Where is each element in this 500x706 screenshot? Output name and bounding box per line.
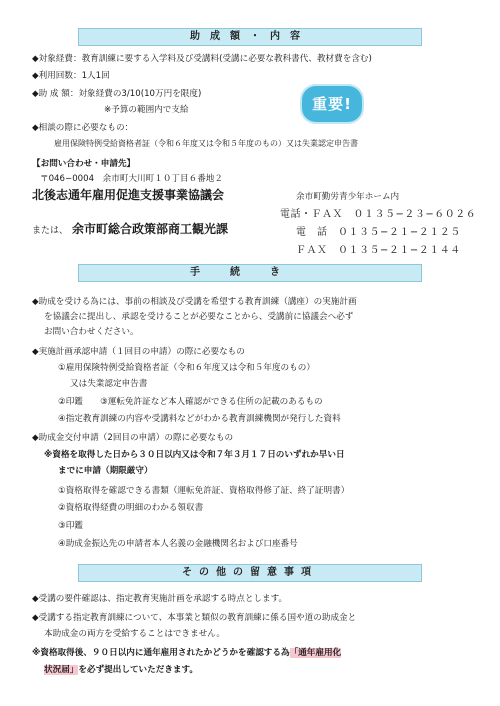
note-requirement: ◆受講の要件確認は、指定教育実施計画を承認する時点とします。 [32, 594, 288, 604]
or-label: または、 [32, 226, 69, 236]
important-badge [302, 86, 362, 122]
target-expenses: ◆対象経費：教育訓練に要する入学料及び受講料(受講に必要な教科書代、教材費を含む) [32, 54, 372, 64]
note-no-double-2: 本助成金の両方を受給することはできません。 [44, 629, 225, 639]
grant-doc-4: ④助成金振込先の申請者本人名義の金融機関名および口座番号 [58, 539, 298, 549]
org-council: 北後志通年雇用促進支援事業協議会 [32, 188, 225, 202]
deadline-note-1: ※資格を取得した日から３０日以内又は令和７年３月１７日のいずれか早い日 [44, 450, 345, 460]
council-tel-fax: 電話・ＦＡＸ ０１３５−２３−６０２６ [280, 209, 477, 220]
note-report-highlight-2: 状況届」 [44, 665, 79, 675]
grant-application-heading: ◆助成金交付申請（2回目の申請）の際に必要なもの [32, 433, 234, 443]
town-office-tel: 電 話 ０１３５−２１−２１２５ [296, 227, 461, 238]
note-no-double-1: ◆受講する指定教育訓練について、本事業と類似の教育訓練に係る国や道の助成金と [32, 613, 357, 623]
plan-doc-1: ①雇用保険特例受給資格者証（令和６年度又は令和５年度のもの） [58, 363, 315, 373]
grant-doc-3: ③印鑑 [58, 521, 83, 531]
plan-doc-4: ④指定教育訓練の内容や受講料などがわかる教育訓練機関が発行した資料 [58, 414, 341, 424]
procedure-intro-1: ◆助成を受ける為には、事前の相談及び受講を希望する教育訓練（講座）の実施計画 [32, 297, 357, 307]
contact-heading: 【お問い合わせ・申請先】 [32, 159, 136, 169]
plan-approval-heading: ◆実施計画承認申請（１回目の申請）の際に必要なもの [32, 347, 245, 357]
contact-address: 〒046−0004 余市町大川町１０丁目６番地２ [40, 174, 223, 184]
plan-doc-1b: 又は失業認定申告書 [70, 379, 148, 389]
section-header-notes: その他の留意事項 [78, 564, 422, 582]
procedure-intro-2: を協議会に提出し、承認を受けることが必要なことから、受講前に協議会へ必ず [44, 312, 354, 322]
deadline-note-2: までに申請（期限厳守） [58, 466, 153, 476]
note-report-1 [32, 647, 341, 659]
usage-count: ◆利用回数：1人1回 [32, 71, 110, 81]
note-report-2 [44, 664, 198, 676]
note-report-text-2: を必ず提出していただきます。 [78, 665, 199, 675]
procedure-intro-3: お問い合わせください。 [44, 327, 139, 337]
town-office-fax: ＦＡＸ ０１３５−２１−２１４４ [296, 245, 461, 256]
consultation-needs: ◆相談の際に必要なもの： [32, 123, 134, 133]
plan-doc-2-3: ②印鑑 ③運転免許証など本人確認ができる住所の記載のあるもの [58, 397, 323, 407]
section-header-grant: 助成額・内容 [78, 28, 422, 46]
important-badge-text: 重要! [312, 95, 352, 113]
consultation-docs: 雇用保険特例受給資格者証（令和６年度又は令和５年度のもの）又は失業認定申告書 [54, 139, 358, 148]
org-council-note: 余市町勤労青少年ホーム内 [296, 192, 400, 202]
note-report-text-1: ※資格取得後、９０日以内に通年雇用されたかどうかを確認する為 [32, 648, 290, 658]
note-report-highlight-1: 「通年雇用化 [289, 648, 342, 658]
org-town-office: 余市町総合政策部商工観光課 [72, 222, 229, 236]
section-header-procedure: 手続き [78, 264, 422, 282]
grant-doc-2: ②資格取得経費の明細のわかる領収書 [58, 503, 204, 513]
grant-amount: ◆助 成 額：対象経費の3/10(10万円を限度) [32, 89, 202, 99]
budget-note: ※予算の範囲内で支給 [104, 105, 189, 115]
grant-doc-1: ①資格取得を確認できる書類（運転免許証、資格取得修了証、終了証明書） [58, 486, 350, 496]
